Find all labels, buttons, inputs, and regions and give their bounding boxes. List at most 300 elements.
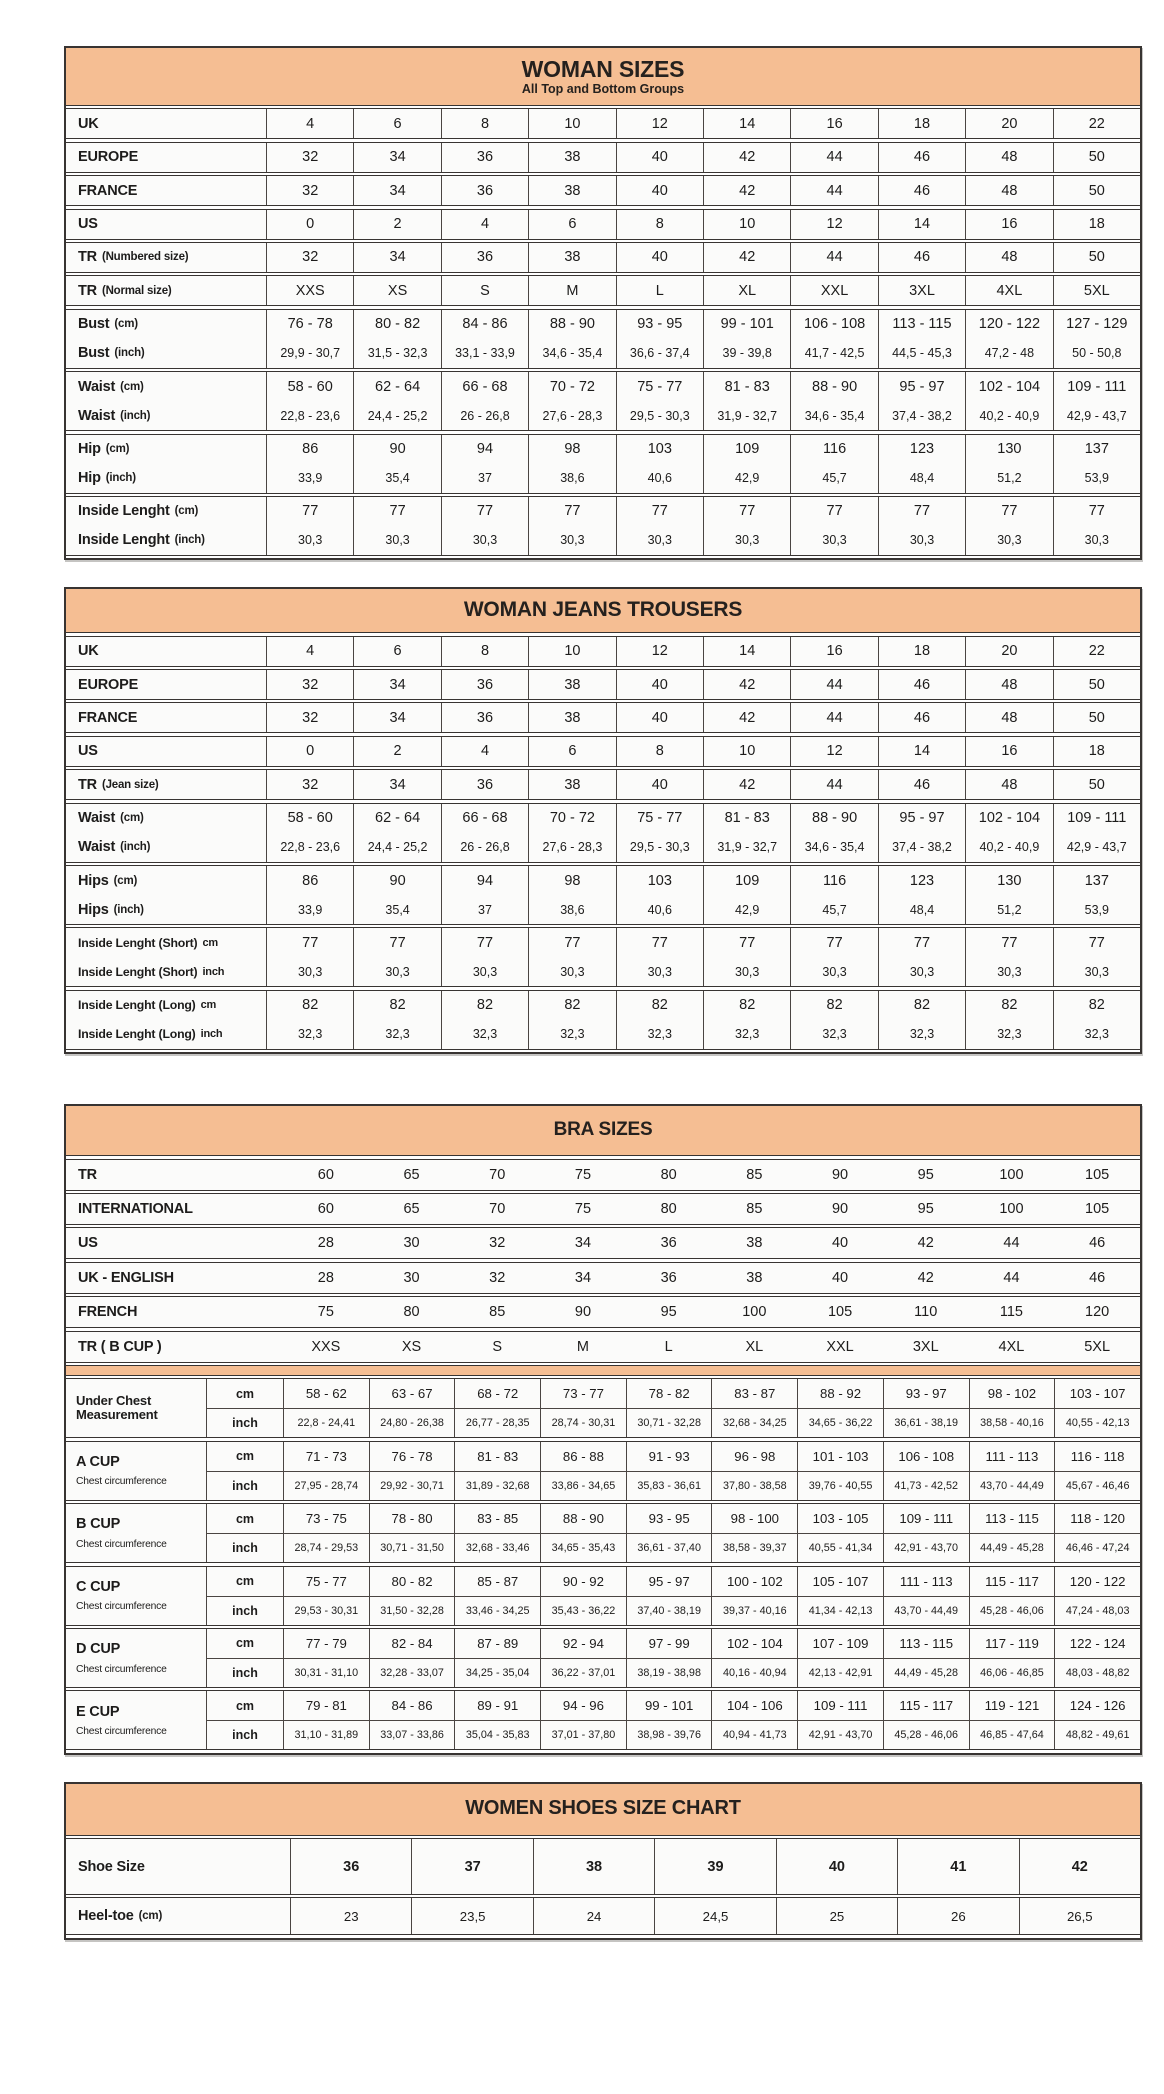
value-cell: 77 [441, 928, 528, 957]
value-cell: 66 - 68 [441, 372, 528, 401]
value-cell: XXL [790, 276, 877, 305]
table-row-group [66, 275, 1140, 306]
value-cell: 24,5 [654, 1898, 775, 1934]
value-cell: 105 [1054, 1160, 1140, 1190]
value-cell: 12 [790, 737, 877, 766]
row-label-note: (Jean size) [101, 778, 159, 791]
value-cell: 8 [441, 637, 528, 666]
value-cell: 83 - 87 [711, 1379, 797, 1408]
value-cell: 44 [969, 1263, 1055, 1293]
value-cell: 84 - 86 [369, 1691, 455, 1720]
value-cell: 36 [626, 1263, 712, 1293]
value-cell: 58 - 60 [266, 804, 353, 833]
value-cell: 90 [540, 1297, 626, 1327]
row-label [66, 637, 266, 666]
value-cell: 34 [540, 1228, 626, 1258]
value-cell: XXS [266, 276, 353, 305]
row-label [66, 109, 266, 138]
value-cell: 118 - 120 [1054, 1504, 1140, 1533]
value-cell: 31,10 - 31,89 [283, 1720, 369, 1749]
value-cell: 29,92 - 30,71 [369, 1471, 455, 1500]
table-row-group [66, 769, 1140, 800]
value-cell: 18 [1053, 210, 1140, 239]
value-cell: 42,91 - 43,70 [883, 1533, 969, 1562]
value-cell: 80 - 82 [353, 310, 440, 339]
value-cell: 24,4 - 25,2 [353, 833, 440, 862]
value-cell: 42,9 [703, 464, 790, 493]
value-cell: 8 [441, 109, 528, 138]
value-cell: 104 - 106 [711, 1691, 797, 1720]
value-cell: 77 [965, 928, 1052, 957]
row-label-text: INTERNATIONAL [78, 1200, 193, 1217]
value-cell: 29,53 - 30,31 [283, 1596, 369, 1625]
row-label-text: Bust [78, 316, 110, 333]
value-cell: 32,3 [878, 1020, 965, 1049]
value-cell: 93 - 95 [616, 310, 703, 339]
row-label-note: (cm) [113, 874, 138, 887]
value-cell: 70 - 72 [528, 372, 615, 401]
value-cell: 40,2 - 40,9 [965, 401, 1052, 430]
woman-sizes-table [64, 46, 1142, 560]
value-cell: 38 [528, 670, 615, 699]
value-cell: 14 [703, 109, 790, 138]
value-cell: 73 - 77 [540, 1379, 626, 1408]
value-cell: 6 [528, 210, 615, 239]
value-cell: 32,3 [703, 1020, 790, 1049]
unit-label: cm [206, 1504, 283, 1533]
value-cell: 12 [616, 637, 703, 666]
value-cell: 115 - 117 [883, 1691, 969, 1720]
value-cell: 44 [790, 243, 877, 272]
row-label [66, 435, 266, 464]
value-cell: 31,89 - 32,68 [454, 1471, 540, 1500]
value-cell: 36,22 - 37,01 [540, 1658, 626, 1687]
row-label-text: TR [78, 1166, 97, 1183]
value-cell: 137 [1053, 435, 1140, 464]
row-label-text: Hip [78, 470, 101, 487]
value-cell: 40,16 - 40,94 [711, 1658, 797, 1687]
value-cell: 42 [703, 770, 790, 799]
value-cell: 28,74 - 30,31 [540, 1408, 626, 1437]
value-cell: 90 [353, 866, 440, 895]
table-row-group [66, 1838, 1140, 1895]
value-cell: 22,8 - 23,6 [266, 401, 353, 430]
value-cell: 33,9 [266, 464, 353, 493]
table-body [66, 1159, 1140, 1751]
value-cell: 38,6 [528, 895, 615, 924]
value-cell: 91 - 93 [626, 1442, 712, 1471]
value-cell: 98 [528, 435, 615, 464]
value-cell: 6 [353, 109, 440, 138]
value-cell: 30,3 [878, 526, 965, 555]
value-cell: 77 [528, 497, 615, 526]
value-cell: 38 [528, 143, 615, 172]
value-cell: 24,4 - 25,2 [353, 401, 440, 430]
value-cell: 120 [1054, 1297, 1140, 1327]
unit-label: inch [206, 1720, 283, 1749]
value-cell: 40,55 - 42,13 [1054, 1408, 1140, 1437]
value-cell: 124 - 126 [1054, 1691, 1140, 1720]
value-cell: 44 [790, 703, 877, 732]
row-label-subtext: Chest circumference [76, 1725, 167, 1737]
value-cell: 77 [1053, 928, 1140, 957]
value-cell: 33,86 - 34,65 [540, 1471, 626, 1500]
value-cell: 85 [711, 1194, 797, 1224]
table-title: WOMEN SHOES SIZE CHART [465, 1797, 741, 1820]
value-cell: 109 [703, 435, 790, 464]
value-cell: 113 - 115 [969, 1504, 1055, 1533]
value-cell: 45,28 - 46,06 [883, 1720, 969, 1749]
row-label [66, 497, 266, 526]
value-cell: 88 - 90 [790, 372, 877, 401]
value-cell: 30,3 [878, 957, 965, 986]
value-cell: 40 [616, 143, 703, 172]
value-cell: 30,3 [965, 526, 1052, 555]
value-cell: 82 - 84 [369, 1629, 455, 1658]
value-cell: 107 - 109 [797, 1629, 883, 1658]
value-cell: 23 [290, 1898, 411, 1934]
value-cell: 70 [454, 1160, 540, 1190]
row-label [66, 991, 266, 1020]
value-cell: 40,6 [616, 895, 703, 924]
value-cell: 30,3 [528, 957, 615, 986]
value-cell: 38,58 - 39,37 [711, 1533, 797, 1562]
value-cell: 77 [703, 928, 790, 957]
value-cell: 77 [266, 928, 353, 957]
value-cell: XL [711, 1332, 797, 1362]
value-cell: 45,28 - 46,06 [969, 1596, 1055, 1625]
table-body [66, 636, 1140, 1050]
value-cell: 38,98 - 39,76 [626, 1720, 712, 1749]
value-cell: 30,3 [353, 526, 440, 555]
value-cell: 36,61 - 37,40 [626, 1533, 712, 1562]
table-row-group [66, 669, 1140, 700]
row-label-text: Heel-toe [78, 1908, 134, 1925]
value-cell: 48 [965, 143, 1052, 172]
value-cell: 48 [965, 176, 1052, 205]
unit-label: inch [206, 1596, 283, 1625]
value-cell: 40 [616, 243, 703, 272]
table-row-group [66, 1331, 1140, 1363]
value-cell: 6 [353, 637, 440, 666]
value-cell: 102 - 104 [965, 804, 1052, 833]
value-cell: 36 [290, 1839, 411, 1894]
value-cell: 50 - 50,8 [1053, 339, 1140, 368]
value-cell: 40 [797, 1228, 883, 1258]
value-cell: 38,19 - 38,98 [626, 1658, 712, 1687]
value-cell: 35,43 - 36,22 [540, 1596, 626, 1625]
row-label [66, 339, 266, 368]
value-cell: 34,6 - 35,4 [790, 833, 877, 862]
value-cell: 40 [797, 1263, 883, 1293]
row-label [66, 1020, 266, 1049]
value-cell: 82 [703, 991, 790, 1020]
row-label-text: Inside Lenght [78, 503, 170, 520]
value-cell: 46 [878, 770, 965, 799]
row-label [66, 176, 266, 205]
value-cell: 116 [790, 866, 877, 895]
value-cell: 117 - 119 [969, 1629, 1055, 1658]
row-label-text: Hips [78, 872, 109, 889]
value-cell: XXL [797, 1332, 883, 1362]
value-cell: 47,2 - 48 [965, 339, 1052, 368]
value-cell: 10 [703, 737, 790, 766]
value-cell: 31,9 - 32,7 [703, 833, 790, 862]
value-cell: 70 [454, 1194, 540, 1224]
value-cell: 35,83 - 36,61 [626, 1471, 712, 1500]
row-label [66, 670, 266, 699]
value-cell: 30,3 [616, 526, 703, 555]
row-label [66, 143, 266, 172]
value-cell: 46,46 - 47,24 [1054, 1533, 1140, 1562]
value-cell: 30,3 [703, 957, 790, 986]
row-label [66, 464, 266, 493]
value-cell: 58 - 62 [283, 1379, 369, 1408]
value-cell: 76 - 78 [369, 1442, 455, 1471]
value-cell: 34,25 - 35,04 [454, 1658, 540, 1687]
value-cell: 42 [703, 243, 790, 272]
value-cell: 76 - 78 [266, 310, 353, 339]
row-label-text: Waist [78, 407, 116, 424]
value-cell: 80 [626, 1194, 712, 1224]
value-cell: 30,3 [266, 957, 353, 986]
value-cell: 94 - 96 [540, 1691, 626, 1720]
value-cell: 30,3 [441, 957, 528, 986]
row-label-text: US [78, 743, 98, 760]
value-cell: 34,65 - 35,43 [540, 1533, 626, 1562]
value-cell: 30,71 - 32,28 [626, 1408, 712, 1437]
value-cell: 99 - 101 [703, 310, 790, 339]
value-cell: 39,76 - 40,55 [797, 1471, 883, 1500]
value-cell: 82 [266, 991, 353, 1020]
value-cell: 24,80 - 26,38 [369, 1408, 455, 1437]
value-cell: 48,4 [878, 895, 965, 924]
value-cell: 32 [454, 1263, 540, 1293]
unit-label: inch [206, 1408, 283, 1437]
row-label-text: Waist [78, 839, 116, 856]
value-cell: 20 [965, 637, 1052, 666]
row-label-note: (Numbered size) [101, 251, 189, 264]
value-cell: 3XL [878, 276, 965, 305]
value-cell: 42 [703, 143, 790, 172]
value-cell: 30,3 [616, 957, 703, 986]
table-row-group [66, 371, 1140, 431]
value-cell: 78 - 82 [626, 1379, 712, 1408]
value-cell: 41,7 - 42,5 [790, 339, 877, 368]
value-cell: 90 - 92 [540, 1567, 626, 1596]
value-cell: 42,9 - 43,7 [1053, 833, 1140, 862]
value-cell: 34 [353, 770, 440, 799]
value-cell: 32,3 [266, 1020, 353, 1049]
value-cell: 77 [441, 497, 528, 526]
row-label-text: C CUP [76, 1578, 121, 1595]
value-cell: 98 [528, 866, 615, 895]
value-cell: 32,68 - 33,46 [454, 1533, 540, 1562]
row-label-text: A CUP [76, 1454, 120, 1471]
value-cell: 24 [533, 1898, 654, 1934]
value-cell: 32 [266, 670, 353, 699]
value-cell: XS [353, 276, 440, 305]
value-cell: 90 [353, 435, 440, 464]
row-label [66, 770, 266, 799]
row-label [66, 276, 266, 305]
value-cell: 45,7 [790, 464, 877, 493]
value-cell: XS [369, 1332, 455, 1362]
row-label [66, 1228, 283, 1258]
row-label-note: (inch) [120, 841, 151, 854]
value-cell: 32 [266, 703, 353, 732]
value-cell: 41,34 - 42,13 [797, 1596, 883, 1625]
row-label-text: Inside Lenght (Short) [78, 935, 198, 950]
row-label-note: cm [200, 999, 217, 1012]
value-cell: 42,91 - 43,70 [797, 1720, 883, 1749]
row-label [66, 1442, 206, 1500]
value-cell: 50 [1053, 143, 1140, 172]
row-label-note: (inch) [114, 347, 145, 360]
table-row-group [66, 242, 1140, 273]
unit-label: cm [206, 1567, 283, 1596]
bra-sizes-table [64, 1104, 1142, 1754]
value-cell: 80 [369, 1297, 455, 1327]
value-cell: 32,3 [1053, 1020, 1140, 1049]
value-cell: 38,6 [528, 464, 615, 493]
value-cell: 37,4 - 38,2 [878, 833, 965, 862]
table-header [66, 48, 1140, 106]
value-cell: 0 [266, 210, 353, 239]
value-cell: 38 [528, 243, 615, 272]
value-cell: 103 [616, 866, 703, 895]
value-cell: 77 [266, 497, 353, 526]
value-cell: 18 [878, 637, 965, 666]
value-cell: 82 [616, 991, 703, 1020]
value-cell: 27,6 - 28,3 [528, 401, 615, 430]
value-cell: 45,67 - 46,46 [1054, 1471, 1140, 1500]
table-row-group [66, 108, 1140, 139]
value-cell: 111 - 113 [883, 1567, 969, 1596]
value-cell: M [540, 1332, 626, 1362]
value-cell: 14 [703, 637, 790, 666]
value-cell: 33,46 - 34,25 [454, 1596, 540, 1625]
value-cell: 63 - 67 [369, 1379, 455, 1408]
value-cell: 22,8 - 24,41 [283, 1408, 369, 1437]
value-cell: 2 [353, 210, 440, 239]
row-label-text: US [78, 216, 98, 233]
value-cell: 3XL [883, 1332, 969, 1362]
value-cell: 82 [441, 991, 528, 1020]
table-row-group [66, 1503, 1140, 1563]
value-cell: 122 - 124 [1054, 1629, 1140, 1658]
value-cell: 103 [616, 435, 703, 464]
value-cell: XXS [283, 1332, 369, 1362]
value-cell: 82 [965, 991, 1052, 1020]
value-cell: 39,37 - 40,16 [711, 1596, 797, 1625]
value-cell: 120 - 122 [1054, 1567, 1140, 1596]
value-cell: 4XL [969, 1332, 1055, 1362]
value-cell: 38 [528, 703, 615, 732]
value-cell: 77 [965, 497, 1052, 526]
table-row-group [66, 309, 1140, 369]
row-label-text: Waist [78, 810, 116, 827]
value-cell: 32 [266, 143, 353, 172]
value-cell: 85 [454, 1297, 540, 1327]
value-cell: 137 [1053, 866, 1140, 895]
value-cell: 42 [703, 176, 790, 205]
value-cell: 48 [965, 670, 1052, 699]
table-row-group [66, 1378, 1140, 1438]
value-cell: 113 - 115 [878, 310, 965, 339]
value-cell: 28 [283, 1263, 369, 1293]
value-cell: 22,8 - 23,6 [266, 833, 353, 862]
value-cell: 105 [797, 1297, 883, 1327]
row-label-text: UK [78, 643, 99, 660]
value-cell: 40,2 - 40,9 [965, 833, 1052, 862]
unit-label: inch [206, 1533, 283, 1562]
value-cell: 34 [540, 1263, 626, 1293]
value-cell: 60 [283, 1194, 369, 1224]
value-cell: 29,9 - 30,7 [266, 339, 353, 368]
row-label-note: (Normal size) [101, 284, 172, 297]
table-row-group [66, 175, 1140, 206]
value-cell: 106 - 108 [883, 1442, 969, 1471]
row-label-text: Bust [78, 345, 110, 362]
value-cell: 0 [266, 737, 353, 766]
value-cell: 30,3 [1053, 957, 1140, 986]
row-label-text: D CUP [76, 1641, 121, 1658]
value-cell: 44,49 - 45,28 [969, 1533, 1055, 1562]
row-label-text: Shoe Size [78, 1858, 145, 1875]
row-label [66, 1567, 206, 1625]
unit-label: inch [206, 1658, 283, 1687]
value-cell: 65 [369, 1160, 455, 1190]
value-cell: 95 [883, 1160, 969, 1190]
row-label-note: (inch) [120, 409, 151, 422]
value-cell: 36 [441, 143, 528, 172]
value-cell: 50 [1053, 243, 1140, 272]
table-row-group [66, 990, 1140, 1050]
value-cell: 41 [897, 1839, 1018, 1894]
value-cell: 103 - 105 [797, 1504, 883, 1533]
row-label-note: (cm) [138, 1910, 163, 1923]
table-row-group [66, 1193, 1140, 1225]
value-cell: 18 [1053, 737, 1140, 766]
value-cell: 35,4 [353, 464, 440, 493]
value-cell: 109 - 111 [883, 1504, 969, 1533]
row-label [66, 703, 266, 732]
value-cell: 84 - 86 [441, 310, 528, 339]
row-label-note: (cm) [114, 318, 138, 331]
row-label-text: Hips [78, 901, 109, 918]
value-cell: S [454, 1332, 540, 1362]
value-cell: 96 - 98 [711, 1442, 797, 1471]
table-row-group [66, 1897, 1140, 1935]
row-label [66, 1629, 206, 1687]
value-cell: 42 [883, 1228, 969, 1258]
value-cell: 130 [965, 866, 1052, 895]
value-cell: 53,9 [1053, 464, 1140, 493]
value-cell: 93 - 95 [626, 1504, 712, 1533]
table-body [66, 108, 1140, 556]
value-cell: 82 [1053, 991, 1140, 1020]
value-cell: 81 - 83 [454, 1442, 540, 1471]
value-cell: 42,13 - 42,91 [797, 1658, 883, 1687]
value-cell: 86 [266, 435, 353, 464]
value-cell: 34,6 - 35,4 [790, 401, 877, 430]
table-row-group [66, 736, 1140, 767]
value-cell: 42 [1019, 1839, 1140, 1894]
value-cell: 22 [1053, 637, 1140, 666]
value-cell: 86 - 88 [540, 1442, 626, 1471]
value-cell: 47,24 - 48,03 [1054, 1596, 1140, 1625]
